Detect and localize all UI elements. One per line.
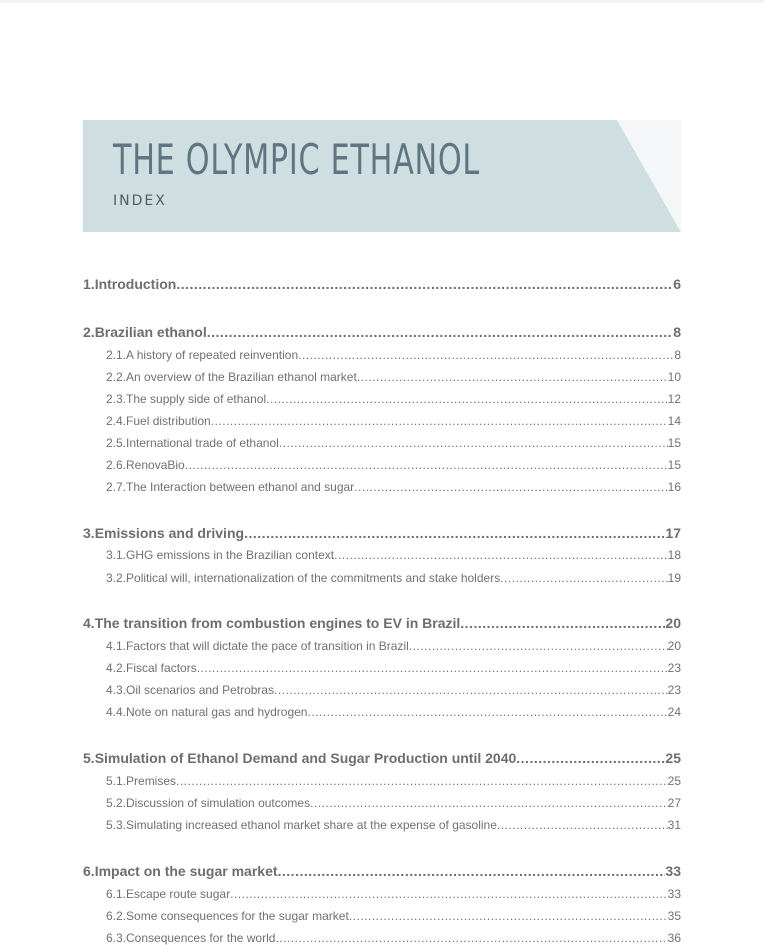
toc-dot-leader	[211, 414, 668, 428]
toc-entry-title: The Interaction between ethanol and sugar	[126, 480, 355, 494]
toc-entry-title: Some consequences for the sugar market	[126, 909, 349, 923]
title-banner	[83, 120, 681, 232]
toc-entry-title: Emissions and driving	[94, 525, 245, 541]
toc-page-number: 18	[667, 548, 681, 562]
toc-page-number: 25	[667, 774, 681, 788]
toc-page-number: 8	[674, 348, 681, 362]
toc-entry-number: 5.1.	[106, 774, 127, 788]
toc-subsection-entry[interactable]	[83, 661, 681, 675]
toc-dot-leader	[298, 348, 674, 362]
toc-page-number: 33	[667, 887, 681, 901]
toc-entry-title: Escape route sugar	[126, 887, 231, 901]
toc-entry-number: 5.3.	[106, 818, 127, 832]
toc-page-number: 23	[667, 683, 681, 697]
toc-dot-leader	[409, 639, 668, 653]
toc-dot-leader	[207, 324, 673, 340]
toc-dot-leader	[230, 887, 668, 901]
toc-dot-leader	[354, 480, 667, 494]
toc-subsection-entry[interactable]	[83, 887, 681, 901]
toc-page-number: 31	[667, 818, 681, 832]
toc-entry-title: Fiscal factors	[126, 661, 197, 675]
toc-entry-number: 2.1.	[106, 348, 127, 362]
toc-entry-number: 5.	[83, 750, 95, 766]
toc-entry-number: 6.3.	[106, 931, 127, 945]
toc-page-number: 17	[665, 525, 681, 541]
toc-page-number: 15	[667, 458, 681, 472]
toc-page-number: 35	[667, 909, 681, 923]
toc-page-number: 16	[667, 480, 681, 494]
toc-page-number: 6	[673, 276, 681, 292]
toc-page-number: 19	[667, 571, 681, 585]
toc-entry-title: Political will, internationalization of the commitments and stake holders	[126, 571, 501, 585]
toc-section-entry[interactable]	[83, 324, 681, 340]
toc-subsection-entry[interactable]	[83, 639, 681, 653]
toc-entry-number: 2.6.	[106, 458, 127, 472]
toc-subsection-entry[interactable]	[83, 774, 681, 788]
toc-dot-leader	[278, 863, 666, 879]
toc-entry-number: 4.4.	[106, 705, 127, 719]
toc-page-number: 15	[667, 436, 681, 450]
document-title: THE OLYMPIC ETHANOL	[113, 135, 480, 184]
toc-dot-leader	[500, 571, 667, 585]
toc-page-number: 12	[667, 392, 681, 406]
toc-subsection-entry[interactable]	[83, 683, 681, 697]
toc-entry-title: Brazilian ethanol	[94, 324, 207, 340]
toc-dot-leader	[349, 909, 668, 923]
toc-entry-title: Consequences for the world	[126, 931, 276, 945]
toc-entry-title: Impact on the sugar market	[94, 863, 278, 879]
toc-entry-number: 5.2.	[106, 796, 127, 810]
toc-dot-leader	[307, 705, 667, 719]
toc-subsection-entry[interactable]	[83, 436, 681, 450]
toc-dot-leader	[266, 392, 668, 406]
toc-page-number: 10	[667, 370, 681, 384]
toc-entry-number: 3.	[83, 525, 95, 541]
toc-entry-title: Fuel distribution	[126, 414, 211, 428]
toc-entry-title: A history of repeated reinvention	[126, 348, 299, 362]
toc-subsection-entry[interactable]	[83, 348, 681, 362]
toc-subsection-entry[interactable]	[83, 414, 681, 428]
index-subtitle: INDEX	[113, 193, 167, 209]
toc-entry-title: Discussion of simulation outcomes	[126, 796, 311, 810]
toc-section-entry[interactable]	[83, 276, 681, 292]
toc-dot-leader	[275, 931, 667, 945]
toc-dot-leader	[516, 750, 665, 766]
toc-page-number: 25	[665, 750, 681, 766]
toc-entry-number: 1.	[83, 276, 95, 292]
toc-dot-leader	[244, 525, 665, 541]
toc-entry-number: 2.4.	[106, 414, 127, 428]
toc-dot-leader	[497, 818, 668, 832]
toc-dot-leader	[176, 276, 673, 292]
toc-dot-leader	[176, 774, 668, 788]
toc-page-number: 36	[667, 931, 681, 945]
toc-entry-title: Introduction	[94, 276, 177, 292]
toc-dot-leader	[197, 661, 668, 675]
toc-page-number: 33	[665, 863, 681, 879]
toc-page-number: 23	[667, 661, 681, 675]
toc-section-entry[interactable]	[83, 525, 681, 541]
toc-dot-leader	[460, 615, 665, 631]
toc-section-entry[interactable]	[83, 750, 681, 766]
toc-entry-title: GHG emissions in the Brazilian context	[126, 548, 335, 562]
toc-page-number: 8	[673, 324, 681, 340]
toc-subsection-entry[interactable]	[83, 480, 681, 494]
toc-dot-leader	[310, 796, 668, 810]
toc-page-number: 14	[667, 414, 681, 428]
toc-subsection-entry[interactable]	[83, 458, 681, 472]
toc-subsection-entry[interactable]	[83, 931, 681, 945]
toc-entry-number: 6.2.	[106, 909, 127, 923]
toc-entry-number: 2.5.	[106, 436, 127, 450]
toc-entry-number: 2.2.	[106, 370, 127, 384]
toc-entry-number: 2.7.	[106, 480, 127, 494]
toc-entry-title: Oil scenarios and Petrobras	[126, 683, 275, 697]
toc-entry-title: Note on natural gas and hydrogen	[126, 705, 308, 719]
toc-entry-number: 6.1.	[106, 887, 127, 901]
toc-page-number: 24	[667, 705, 681, 719]
toc-subsection-entry[interactable]	[83, 818, 681, 832]
toc-subsection-entry[interactable]	[83, 796, 681, 810]
toc-entry-title: The supply side of ethanol	[126, 392, 267, 406]
toc-dot-leader	[185, 458, 668, 472]
toc-entry-title: Factors that will dictate the pace of transition in Brazil	[126, 639, 409, 653]
toc-page-number: 20	[667, 639, 681, 653]
toc-subsection-entry[interactable]	[83, 909, 681, 923]
toc-entry-number: 2.	[83, 324, 95, 340]
toc-entry-title: An overview of the Brazilian ethanol market	[126, 370, 357, 384]
toc-subsection-entry[interactable]	[83, 370, 681, 384]
toc-entry-number: 4.2.	[106, 661, 127, 675]
toc-entry-title: Simulating increased ethanol market share at the expense of gasoline	[126, 818, 497, 832]
toc-entry-title: Premises	[126, 774, 177, 788]
toc-entry-number: 4.1.	[106, 639, 127, 653]
toc-entry-number: 3.1.	[106, 548, 127, 562]
toc-subsection-entry[interactable]	[83, 571, 681, 585]
toc-entry-title: RenovaBio	[126, 458, 185, 472]
toc-dot-leader	[357, 370, 668, 384]
toc-entry-number: 4.	[83, 615, 95, 631]
toc-section-entry[interactable]	[83, 615, 681, 631]
toc-subsection-entry[interactable]	[83, 548, 681, 562]
toc-entry-number: 6.	[83, 863, 95, 879]
toc-dot-leader	[334, 548, 668, 562]
toc-dot-leader	[279, 436, 668, 450]
toc-section-entry[interactable]	[83, 863, 681, 879]
toc-page-number: 27	[667, 796, 681, 810]
toc-entry-title: International trade of ethanol	[126, 436, 279, 450]
toc-entry-title: The transition from combustion engines to EV in Brazil	[94, 615, 461, 631]
toc-subsection-entry[interactable]	[83, 392, 681, 406]
toc-entry-number: 4.3.	[106, 683, 127, 697]
toc-dot-leader	[274, 683, 668, 697]
toc-entry-number: 3.2.	[106, 571, 127, 585]
toc-entry-number: 2.3.	[106, 392, 127, 406]
toc-subsection-entry[interactable]	[83, 705, 681, 719]
toc-page-number: 20	[665, 615, 681, 631]
toc-entry-title: Simulation of Ethanol Demand and Sugar Production until 2040	[94, 750, 517, 766]
page-top-edge	[0, 0, 764, 3]
